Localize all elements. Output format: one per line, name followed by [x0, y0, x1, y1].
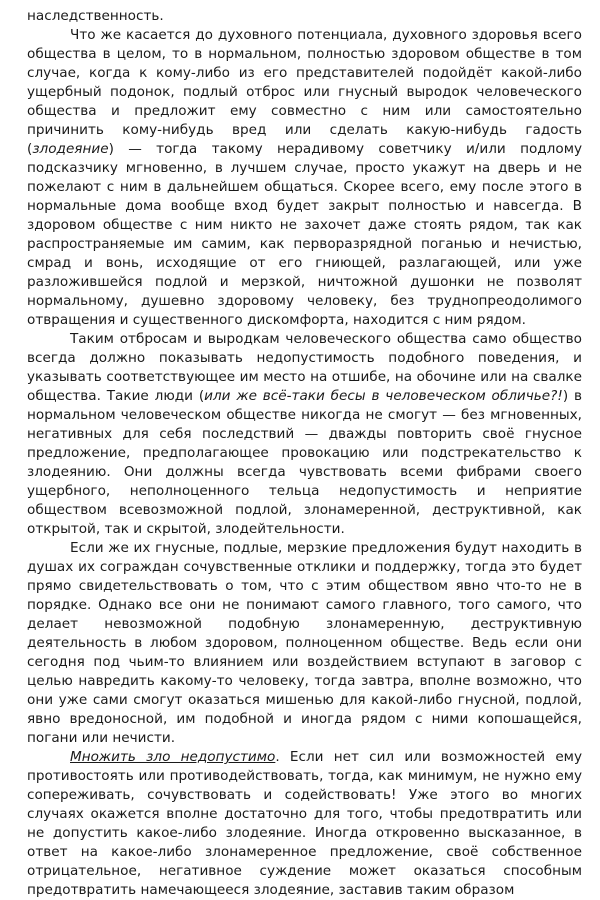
paragraph-4-emphasis: Множить зло недопустимо	[70, 749, 276, 765]
paragraph-3	[27, 539, 582, 748]
paragraph-0-text: наследственность.	[27, 8, 164, 24]
paragraph-1-text-a: Что же касается до духовного потенциала, духовного здоровья всего общества в целом, то в нормальном, полностью здоровом обществе в том случае, когда к кому-либо из его представителей подойдёт какой-либо ущербный подонок, подлый отброс или гнусный выродок человеческого общества и предложит ему совместно с ним или самостоятельно причинить кому-нибудь вред или сделать какую-нибудь гадость (	[27, 27, 582, 157]
paragraph-0	[27, 7, 582, 26]
paragraph-2	[27, 330, 582, 539]
paragraph-1-emphasis: злодеяние	[32, 141, 109, 157]
paragraph-1-text-b: ) — тогда такому нерадивому советчику и/или подлому подсказчику мгновенно, в лучшем случае, просто укажут на дверь и не пожелают с ним в дальнейшем общаться. Скорее всего, ему после этого в нормальные дома вообще вход будет закрыт полностью и навсегда. В здоровом обществе с ним никто не захочет даже стоять рядом, так как распространяемые им самим, как перворазрядной поганью и нечистью, смрад и вонь, исходящие от его гниющей, разлагающей, или уже разложившейся подлой и мерзкой, ничтожной душонки не позволят нормальному, душевно здоровому человеку, без труднопреодолимого отвращения и существенного дискомфорта, находится с ним рядом.	[27, 141, 582, 328]
paragraph-2-text-b: ) в нормальном человеческом обществе никогда не смогут — без мгновенных, негативных для себя последствий — дважды повторить своё гнусное предложение, предполагающее провокацию или подстрекательство к злодеянию. Они должны всегда чувствовать всеми фибрами своего ущербного, неполноценного тельца недопустимость и неприятие обществом всевозможной подлой, злонамеренной, деструктивной, как открытой, так и скрытой, злодейтельности.	[27, 388, 582, 537]
paragraph-2-emphasis: или же всё-таки бесы в человеческом обличье?!	[204, 388, 563, 404]
paragraph-2-text-a: Таким отбросам и выродкам человеческого общества само общество всегда должно показывать недопустимость подобного поведения, и указывать соответствующее им место на отшибе, на обочине или на свалке общества. Такие люди (	[27, 331, 582, 404]
paragraph-3-text: Если же их гнусные, подлые, мерзкие предложения будут находить в душах их сограждан сочувственные отклики и поддержку, тогда это будет прямо свидетельствовать о том, что с этим обществом явно что-то не в порядке. Однако все они не понимают самого главного, того самого, что делает невозможной подобную злонамеренную, деструктивную деятельность в любом здоровом, полноценном обществе. Ведь если они сегодня под чьим-то влиянием или воздействием вступают в заговор с целью навредить какому-то человеку, тогда завтра, вполне возможно, что они уже сами смогут оказаться мишенью для какой-либо гнусной, подлой, явно вредоносной, им подобной и иногда рядом с ними копошащейся, погани или нечисти.	[27, 540, 582, 746]
paragraph-1	[27, 26, 582, 330]
paragraph-4-text: . Если нет сил или возможностей ему противостоять или противодействовать, тогда, как минимум, не нужно ему сопереживать, сочувствовать и содействовать! Уже этого во многих случаях окажется вполне достаточно для того, чтобы предотвратить или не допустить какое-либо злодеяние. Иногда откровенно высказанное, в ответ на какое-либо злонамеренное предложение, своё собственное отрицательное, негативное суждение может оказаться способным предотвратить намечающееся злодеяние, заставив таким образом	[27, 749, 582, 898]
paragraph-4	[27, 748, 582, 900]
